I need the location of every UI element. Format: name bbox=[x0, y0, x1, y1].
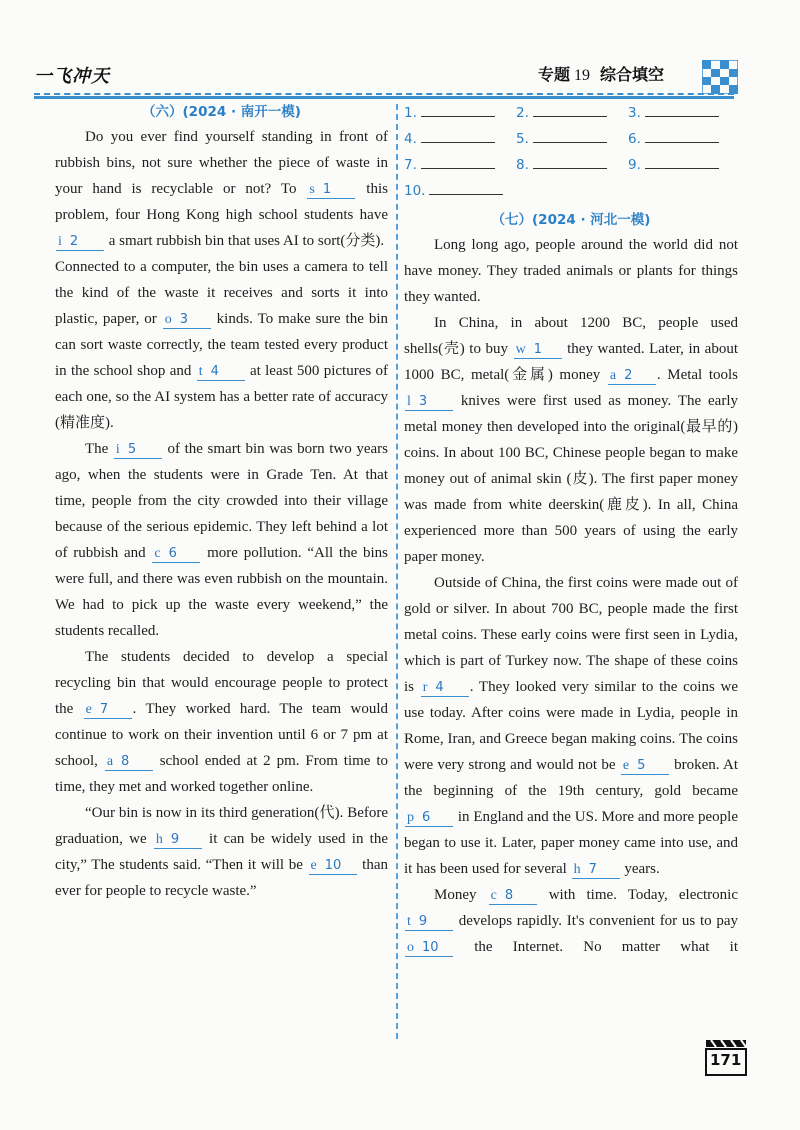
blank-7-2[interactable]: a 2 bbox=[608, 367, 656, 385]
topic-heading bbox=[538, 62, 664, 85]
section-7-title: （七）(2024 · 河北一模) bbox=[491, 212, 651, 228]
passage-6-paragraph-1: Do you ever find yourself standing in front of rubbish bins, not sure whether the piece of waste in your hand is recyclable or not? To s 1 this problem, four Hong Kong high school students have i 2 a smart rubbish bin that uses AI to sort(分类). bbox=[55, 129, 388, 249]
column-divider bbox=[396, 104, 398, 1039]
answer-slot[interactable]: 7. bbox=[404, 154, 495, 176]
passage-7-paragraph-1: Long long ago, people around the world did not have money. They traded animals or plants for things they wanted. bbox=[404, 237, 738, 305]
passage-6-paragraph-5: “Our bin is now in its third generation(代). Before graduation, we h 9 it can be widely used in the city,” The students said. “Then it will be e 10 than ever for people to recycle waste.” bbox=[55, 805, 388, 899]
passage-6-paragraph-4: The students decided to develop a special recycling bin that would encourage people to protect the e 7 . They worked hard. The team would continue to work on their invention until 6 or 7 pm at school, a 8 school ended at 2 pm. From time to time, they met and worked together online. bbox=[55, 649, 388, 795]
passage-7-paragraph-4: Money c 8 with time. Today, electronic t 9 develops rapidly. It's convenient for us to pay o 10 the Internet. No matter what it bbox=[407, 887, 739, 955]
answer-slot[interactable]: 8. bbox=[516, 154, 607, 176]
header-dashed-rule bbox=[34, 93, 734, 95]
answer-slot[interactable]: 4. bbox=[404, 128, 495, 150]
blank-7-3[interactable]: l 3 bbox=[405, 393, 453, 411]
answer-slot[interactable]: 3. bbox=[628, 102, 719, 124]
blank-7-4[interactable]: r 4 bbox=[421, 679, 469, 697]
passage-6-paragraph-2: Connected to a computer, the bin uses a camera to tell the kind of the waste it receives and sorts it into plastic, paper, or o 3 kinds. To make sure the bin can sort waste correctly, the team tested every product in the school shop and t 4 at least 500 pictures of each one, so the AI system has a better rate of accuracy (精准度). bbox=[55, 259, 389, 431]
blank-6-7[interactable]: e 7 bbox=[84, 701, 132, 719]
section-6-title: （六）(2024 · 南开一模) bbox=[142, 104, 301, 120]
answer-slot[interactable]: 2. bbox=[516, 102, 607, 124]
answer-slot[interactable]: 1. bbox=[404, 102, 495, 124]
answer-slot[interactable]: 10. bbox=[404, 180, 503, 202]
passage-6-paragraph-3: The i 5 of the smart bin was born two years ago, when the students were in Grade Ten. At that time, people from the city crowded into their village because of the serious epidemic. They left behind a lot of rubbish and c 6 more pollution. “All the bins were full, and there was even rubbish on the mountain. We had to pick up the waste every weekend,” the students recalled. bbox=[55, 441, 388, 639]
answer-slot[interactable]: 6. bbox=[628, 128, 719, 150]
topic-label: 专题 bbox=[538, 65, 571, 84]
left-column bbox=[55, 100, 388, 904]
answer-slot[interactable]: 9. bbox=[628, 154, 719, 176]
passage-7-paragraph-3: Outside of China, the first coins were made out of gold or silver. In about 700 BC, people made the first metal coins. These early coins were first seen in Lydia, which is part of Turkey now. The shape of these coins is r 4 . They looked very similar to the coins we use today. After coins were made in Lydia, people in Rome, Iran, and Greece began making coins. The coins were very strong and would not be e 5 broken. At the beginning of the 19th century, gold became p 6 in England and the US. More and more people began to use it. Later, paper money came into use, and it has been used for several h 7 years. bbox=[404, 575, 739, 877]
checker-pattern-icon bbox=[702, 60, 738, 94]
blank-6-3[interactable]: o 3 bbox=[163, 311, 211, 329]
answer-slot[interactable]: 5. bbox=[516, 128, 607, 150]
blank-6-5[interactable]: i 5 bbox=[114, 441, 162, 459]
blank-6-1[interactable]: s 1 bbox=[307, 181, 355, 199]
blank-6-4[interactable]: t 4 bbox=[197, 363, 245, 381]
page-header bbox=[0, 0, 800, 100]
topic-title: 综合填空 bbox=[600, 65, 665, 84]
blank-7-9[interactable]: t 9 bbox=[405, 913, 453, 931]
topic-number: 19 bbox=[574, 67, 591, 84]
blank-6-2[interactable]: i 2 bbox=[56, 233, 104, 251]
page-number: 171 bbox=[704, 1036, 748, 1080]
blank-7-8[interactable]: c 8 bbox=[489, 887, 537, 905]
right-column bbox=[404, 100, 738, 960]
blank-7-7[interactable]: h 7 bbox=[572, 861, 620, 879]
answer-grid bbox=[404, 100, 738, 208]
blank-7-5[interactable]: e 5 bbox=[621, 757, 669, 775]
header-rule bbox=[34, 96, 734, 99]
blank-6-6[interactable]: c 6 bbox=[152, 545, 200, 563]
blank-7-10[interactable]: o 10 bbox=[405, 939, 453, 957]
passage-7-paragraph-2: In China, in about 1200 BC, people used shells(壳) to buy w 1 they wanted. Later, in about 1000 BC, metal(金属) money a 2 . Metal tools l 3 knives were first used as money. The early metal money then developed into the original(最早的) coins. In about 100 BC, Chinese people began to make money out of animal skin (皮). The first paper money was made from white deerskin(鹿皮). In all, China experienced more than 500 years of using the early paper money. bbox=[404, 315, 738, 565]
blank-6-10[interactable]: e 10 bbox=[309, 857, 357, 875]
blank-7-6[interactable]: p 6 bbox=[405, 809, 453, 827]
blank-6-9[interactable]: h 9 bbox=[154, 831, 202, 849]
blank-6-8[interactable]: a 8 bbox=[105, 753, 153, 771]
brand-logo: 一飞冲天 bbox=[34, 66, 110, 87]
blank-7-1[interactable]: w 1 bbox=[514, 341, 562, 359]
